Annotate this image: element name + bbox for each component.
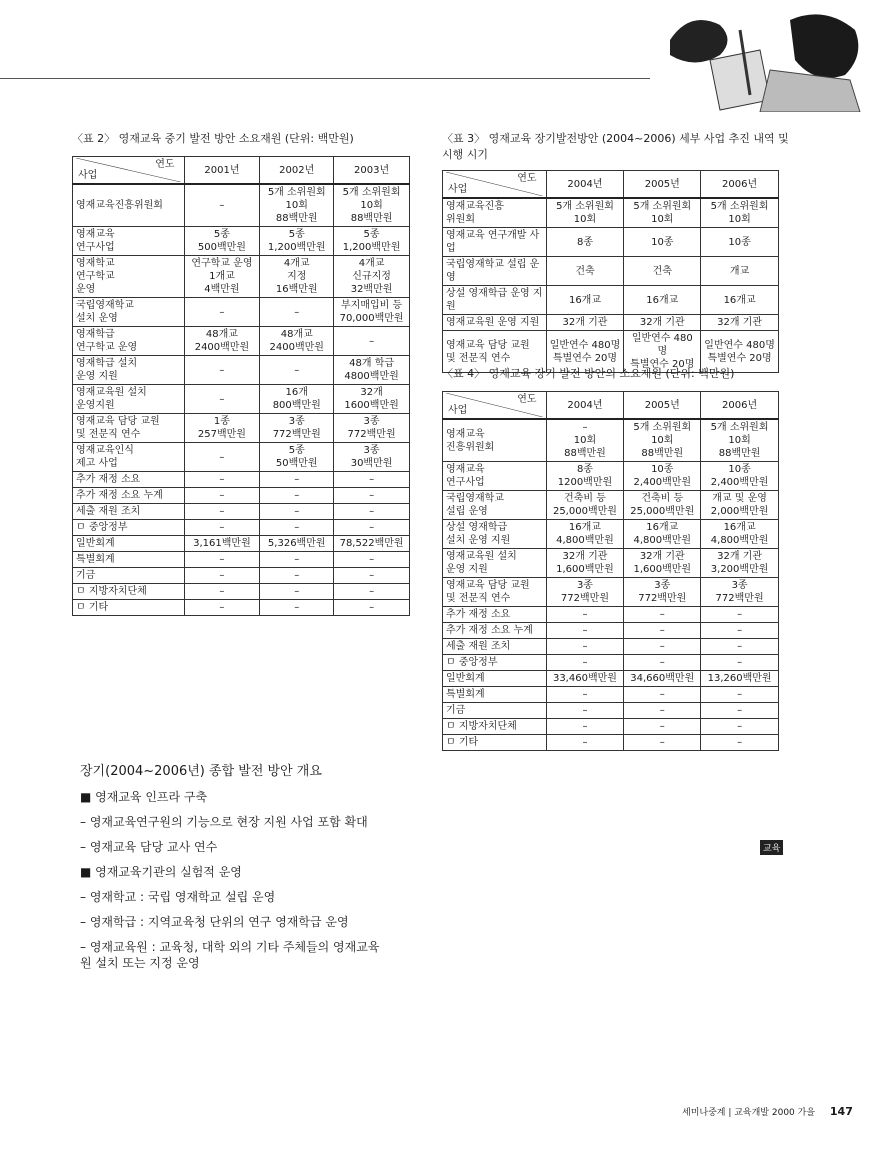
table-cell: 3종 772백만원 xyxy=(334,414,410,443)
table-cell: 개교 및 운영 2,000백만원 xyxy=(701,491,779,520)
row-label: 영재교육 연구사업 xyxy=(443,462,547,491)
table-cell: 5개 소위원회 10회 88백만원 xyxy=(701,419,779,462)
table-cell: – xyxy=(701,703,779,719)
table-cell: 10종 xyxy=(701,228,779,257)
column-header: 2004년 xyxy=(546,392,624,420)
table-cell: – xyxy=(184,504,260,520)
row-label: ㅁ 기타 xyxy=(73,600,185,616)
table-cell: 78,522백만원 xyxy=(334,536,410,552)
table-cell: – xyxy=(701,719,779,735)
column-header: 2003년 xyxy=(334,157,410,185)
table-cell: – xyxy=(334,327,410,356)
row-label: 영재학교 연구학교 운영 xyxy=(73,256,185,298)
row-label: 영재교육원 설치 운영 지원 xyxy=(443,549,547,578)
table-cell: – 10회 88백만원 xyxy=(546,419,624,462)
table-cell: 5개 소위원회 10회 88백만원 xyxy=(334,184,410,227)
table-cell: 32개 기관 1,600백만원 xyxy=(546,549,624,578)
table-cell: – xyxy=(546,687,624,703)
table-cell: – xyxy=(184,552,260,568)
table-row xyxy=(443,607,779,623)
table-cell: 3,161백만원 xyxy=(184,536,260,552)
table-cell: – xyxy=(260,584,334,600)
table-cell: – xyxy=(701,623,779,639)
table-cell: – xyxy=(184,584,260,600)
table-row xyxy=(443,655,779,671)
table-cell: 일반연수 480명 특별연수 20명 xyxy=(624,331,701,373)
table-row xyxy=(443,671,779,687)
table-cell: 5개 소위원회 10회 88백만원 xyxy=(624,419,701,462)
row-label: 영재학급 설치 운영 지원 xyxy=(73,356,185,385)
table-cell: 개교 xyxy=(701,257,779,286)
table-row xyxy=(443,198,779,228)
corner-biz-label: 사업 xyxy=(448,405,468,416)
header-photo xyxy=(650,0,884,112)
table-row xyxy=(443,578,779,607)
outline-line: ■ 영재교육 인프라 구축 xyxy=(80,790,208,804)
table-cell: 3종 772백만원 xyxy=(624,578,701,607)
table-cell: 33,460백만원 xyxy=(546,671,624,687)
table-row xyxy=(443,286,779,315)
table-row xyxy=(73,356,410,385)
table-cell: – xyxy=(624,639,701,655)
table-cell: – xyxy=(184,520,260,536)
table-cell: – xyxy=(624,687,701,703)
table-cell: 16개 800백만원 xyxy=(260,385,334,414)
table3-caption: 〈표 3〉 영재교육 장기발전방안 (2004~2006) 세부 사업 추진 내역 및 시행 시기 xyxy=(442,132,789,161)
outline-line: – 영재교육원 : 교육청, 대학 외의 기타 주체들의 영재교육 원 설치 또는 지정 운영 xyxy=(80,940,380,970)
table-cell: – xyxy=(624,735,701,751)
table-cell: 3종 772백만원 xyxy=(260,414,334,443)
table-cell: 4개교 지정 16백만원 xyxy=(260,256,334,298)
table-row xyxy=(73,600,410,616)
table-cell: 10종 xyxy=(624,228,701,257)
table-cell: 부지매입비 등 70,000백만원 xyxy=(334,298,410,327)
table-cell: – xyxy=(701,639,779,655)
table-cell: 5,326백만원 xyxy=(260,536,334,552)
table-cell: 3종 30백만원 xyxy=(334,443,410,472)
table-cell: 16개교 xyxy=(546,286,624,315)
table-cell: – xyxy=(546,735,624,751)
table-row xyxy=(443,623,779,639)
table-cell: – xyxy=(184,443,260,472)
table-cell: – xyxy=(624,607,701,623)
corner-cell xyxy=(443,392,547,420)
table2-caption: 〈표 2〉 영재교육 중기 발전 방안 소요재원 (단위: 백만원) xyxy=(72,132,354,145)
table-cell: 10종 2,400백만원 xyxy=(701,462,779,491)
table-cell: – xyxy=(701,655,779,671)
column-header: 2005년 xyxy=(624,392,701,420)
row-label: ㅁ 중앙정부 xyxy=(443,655,547,671)
row-label: ㅁ 지방자치단체 xyxy=(73,584,185,600)
table-cell: – xyxy=(334,488,410,504)
table-row xyxy=(73,256,410,298)
table-cell: 1종 257백만원 xyxy=(184,414,260,443)
row-label: 영재교육인식 제고 사업 xyxy=(73,443,185,472)
table-cell: 34,660백만원 xyxy=(624,671,701,687)
column-header: 2004년 xyxy=(546,171,624,199)
table-cell: 48개교 2400백만원 xyxy=(260,327,334,356)
row-label: ㅁ 중앙정부 xyxy=(73,520,185,536)
row-label: 상설 영재학급 운영 지원 xyxy=(443,286,547,315)
table-cell: – xyxy=(701,687,779,703)
corner-biz-label: 사업 xyxy=(78,170,98,181)
header-rule xyxy=(0,78,660,79)
table-cell: 일반연수 480명 특별연수 20명 xyxy=(546,331,624,373)
row-label: ㅁ 기타 xyxy=(443,735,547,751)
table-cell: – xyxy=(260,356,334,385)
table-row xyxy=(443,687,779,703)
table-cell: – xyxy=(260,472,334,488)
table2 xyxy=(72,156,410,616)
table-cell: 5종 50백만원 xyxy=(260,443,334,472)
table-cell: 연구학교 운영 1개교 4백만원 xyxy=(184,256,260,298)
table-cell: 5개 소위원회 10회 xyxy=(624,198,701,228)
table-row xyxy=(73,327,410,356)
table-cell: 48개교 2400백만원 xyxy=(184,327,260,356)
table-cell: 일반연수 480명 특별연수 20명 xyxy=(701,331,779,373)
row-label: 특별회계 xyxy=(443,687,547,703)
table-row xyxy=(73,385,410,414)
table-cell: 32개 기관 xyxy=(546,315,624,331)
table-cell: 32개 기관 1,600백만원 xyxy=(624,549,701,578)
row-label: 영재교육진흥위원회 xyxy=(73,184,185,227)
table-cell: 16개교 xyxy=(701,286,779,315)
table-cell: – xyxy=(260,568,334,584)
column-header: 2005년 xyxy=(624,171,701,199)
table4-caption: 〈표 4〉 영재교육 장기 발전 방안의 소요재원 (단위: 백만원) xyxy=(442,367,735,380)
table-cell: – xyxy=(184,472,260,488)
table-cell: 32개 1600백만원 xyxy=(334,385,410,414)
table-cell: 5종 500백만원 xyxy=(184,227,260,256)
row-label: 영재교육 연구개발 사업 xyxy=(443,228,547,257)
row-label: 국립영재학교 설립 운영 xyxy=(443,257,547,286)
corner-year-label: 연도 xyxy=(155,159,175,170)
column-header: 2006년 xyxy=(701,392,779,420)
table-cell: – xyxy=(334,600,410,616)
table-row xyxy=(443,549,779,578)
table-cell: 13,260백만원 xyxy=(701,671,779,687)
table-row xyxy=(443,257,779,286)
row-label: 추가 재정 소요 누계 xyxy=(73,488,185,504)
table-cell: 32개 기관 3,200백만원 xyxy=(701,549,779,578)
table4 xyxy=(442,391,779,751)
table-row xyxy=(73,184,410,227)
table-row xyxy=(443,228,779,257)
row-label: 국립영재학교 설립 운영 xyxy=(443,491,547,520)
outline-line: ■ 영재교육기관의 실험적 운영 xyxy=(80,865,242,879)
table-cell: 4개교 신규지정 32백만원 xyxy=(334,256,410,298)
table-row xyxy=(73,414,410,443)
table-row xyxy=(73,298,410,327)
table-cell: 16개교 4,800백만원 xyxy=(546,520,624,549)
table-cell: – xyxy=(624,703,701,719)
table-cell: – xyxy=(184,385,260,414)
table-cell: – xyxy=(260,520,334,536)
table-row xyxy=(443,315,779,331)
table-cell: – xyxy=(260,488,334,504)
row-label: 영재교육 진흥위원회 xyxy=(443,419,547,462)
table-row xyxy=(443,735,779,751)
row-label: 영재교육 담당 교원 및 전문직 연수 xyxy=(443,578,547,607)
section-tag: 교육 xyxy=(760,840,783,855)
row-label: 영재교육 연구사업 xyxy=(73,227,185,256)
table-cell: – xyxy=(334,504,410,520)
row-label: 영재교육원 설치 운영지원 xyxy=(73,385,185,414)
column-header: 2006년 xyxy=(701,171,779,199)
outline-line: – 영재교육 담당 교사 연수 xyxy=(80,840,218,854)
corner-year-label: 연도 xyxy=(517,394,537,405)
table-cell: – xyxy=(624,719,701,735)
outline-title: 장기(2004~2006년) 종합 발전 방안 개요 xyxy=(80,764,322,779)
row-label: 영재교육 담당 교원 및 전문직 연수 xyxy=(443,331,547,373)
table-row xyxy=(443,520,779,549)
table-cell: – xyxy=(184,184,260,227)
table-cell: 3종 772백만원 xyxy=(701,578,779,607)
table-cell: 32개 기관 xyxy=(624,315,701,331)
table-cell: – xyxy=(546,703,624,719)
row-label: 기금 xyxy=(443,703,547,719)
row-label: 추가 재정 소요 누계 xyxy=(443,623,547,639)
table-cell: – xyxy=(624,655,701,671)
table-cell: – xyxy=(334,520,410,536)
corner-year-label: 연도 xyxy=(517,173,537,184)
table-cell: 건축 xyxy=(624,257,701,286)
table-row xyxy=(443,491,779,520)
table-cell: – xyxy=(184,600,260,616)
table-cell: – xyxy=(260,298,334,327)
row-label: 세출 재원 조치 xyxy=(443,639,547,655)
table-cell: 48개 학급 4800백만원 xyxy=(334,356,410,385)
table-cell: – xyxy=(334,584,410,600)
table-cell: 10종 2,400백만원 xyxy=(624,462,701,491)
table3 xyxy=(442,170,779,373)
corner-cell xyxy=(73,157,185,185)
table-cell: 8종 xyxy=(546,228,624,257)
row-label: 추가 재정 소요 xyxy=(443,607,547,623)
table-row xyxy=(73,536,410,552)
table-cell: 16개교 4,800백만원 xyxy=(624,520,701,549)
row-label: 영재교육진흥 위원회 xyxy=(443,198,547,228)
table-cell: – xyxy=(334,552,410,568)
table-row xyxy=(73,504,410,520)
table-cell: – xyxy=(260,600,334,616)
page-footer xyxy=(682,1105,853,1118)
table-cell: – xyxy=(184,568,260,584)
table-row xyxy=(443,419,779,462)
row-label: 상설 영재학급 설치 운영 지원 xyxy=(443,520,547,549)
column-header: 2002년 xyxy=(260,157,334,185)
table-cell: 3종 772백만원 xyxy=(546,578,624,607)
outline-lines xyxy=(80,789,440,971)
table-cell: 16개교 xyxy=(624,286,701,315)
table-cell: – xyxy=(260,504,334,520)
outline-line: – 영재학급 : 지역교육청 단위의 연구 영재학급 운영 xyxy=(80,915,349,929)
row-label: ㅁ 지방자치단체 xyxy=(443,719,547,735)
table-cell: – xyxy=(184,488,260,504)
table-cell: – xyxy=(334,472,410,488)
table-row xyxy=(73,488,410,504)
table-row xyxy=(73,552,410,568)
table-cell: – xyxy=(260,552,334,568)
table-cell: 5종 1,200백만원 xyxy=(260,227,334,256)
column-header: 2001년 xyxy=(184,157,260,185)
table-cell: – xyxy=(546,623,624,639)
row-label: 국립영재학교 설치 운영 xyxy=(73,298,185,327)
table-cell: – xyxy=(184,356,260,385)
row-label: 영재교육 담당 교원 및 전문직 연수 xyxy=(73,414,185,443)
corner-cell xyxy=(443,171,547,199)
table-row xyxy=(443,703,779,719)
row-label: 일반회계 xyxy=(443,671,547,687)
table-row xyxy=(73,227,410,256)
row-label: 영재학급 연구학교 운영 xyxy=(73,327,185,356)
corner-biz-label: 사업 xyxy=(448,184,468,195)
table-row xyxy=(73,520,410,536)
table-cell: 건축비 등 25,000백만원 xyxy=(546,491,624,520)
table-cell: – xyxy=(546,607,624,623)
table-cell: – xyxy=(546,639,624,655)
table-row xyxy=(443,462,779,491)
table-row xyxy=(443,719,779,735)
table-cell: 32개 기관 xyxy=(701,315,779,331)
table-cell: 5종 1,200백만원 xyxy=(334,227,410,256)
table-row xyxy=(73,584,410,600)
table-cell: 5개 소위원회 10회 xyxy=(701,198,779,228)
table-row xyxy=(73,472,410,488)
table-cell: – xyxy=(334,568,410,584)
outline-line: – 영재학교 : 국립 영재학교 설립 운영 xyxy=(80,890,276,904)
page-number: 147 xyxy=(829,1105,853,1118)
table-cell: 16개교 4,800백만원 xyxy=(701,520,779,549)
outline-line: – 영재교육연구원의 기능으로 현장 지원 사업 포함 확대 xyxy=(80,815,368,829)
table-cell: – xyxy=(624,623,701,639)
table-cell: – xyxy=(546,655,624,671)
table-cell: – xyxy=(701,735,779,751)
table-row xyxy=(73,568,410,584)
table-cell: 5개 소위원회 10회 88백만원 xyxy=(260,184,334,227)
table-cell: – xyxy=(546,719,624,735)
outline-section xyxy=(80,760,440,980)
table-row xyxy=(73,443,410,472)
row-label: 세출 재원 조치 xyxy=(73,504,185,520)
row-label: 특별회계 xyxy=(73,552,185,568)
row-label: 영재교육원 운영 지원 xyxy=(443,315,547,331)
row-label: 추가 재정 소요 xyxy=(73,472,185,488)
row-label: 일반회계 xyxy=(73,536,185,552)
table-cell: 건축 xyxy=(546,257,624,286)
footer-text: 세미나중계 | 교육개발 2000 가을 xyxy=(682,1108,816,1118)
table-cell: – xyxy=(701,607,779,623)
table-cell: 건축비 등 25,000백만원 xyxy=(624,491,701,520)
table-cell: 5개 소위원회 10회 xyxy=(546,198,624,228)
table-cell: 8종 1200백만원 xyxy=(546,462,624,491)
row-label: 기금 xyxy=(73,568,185,584)
table-cell: – xyxy=(184,298,260,327)
table-row xyxy=(443,639,779,655)
